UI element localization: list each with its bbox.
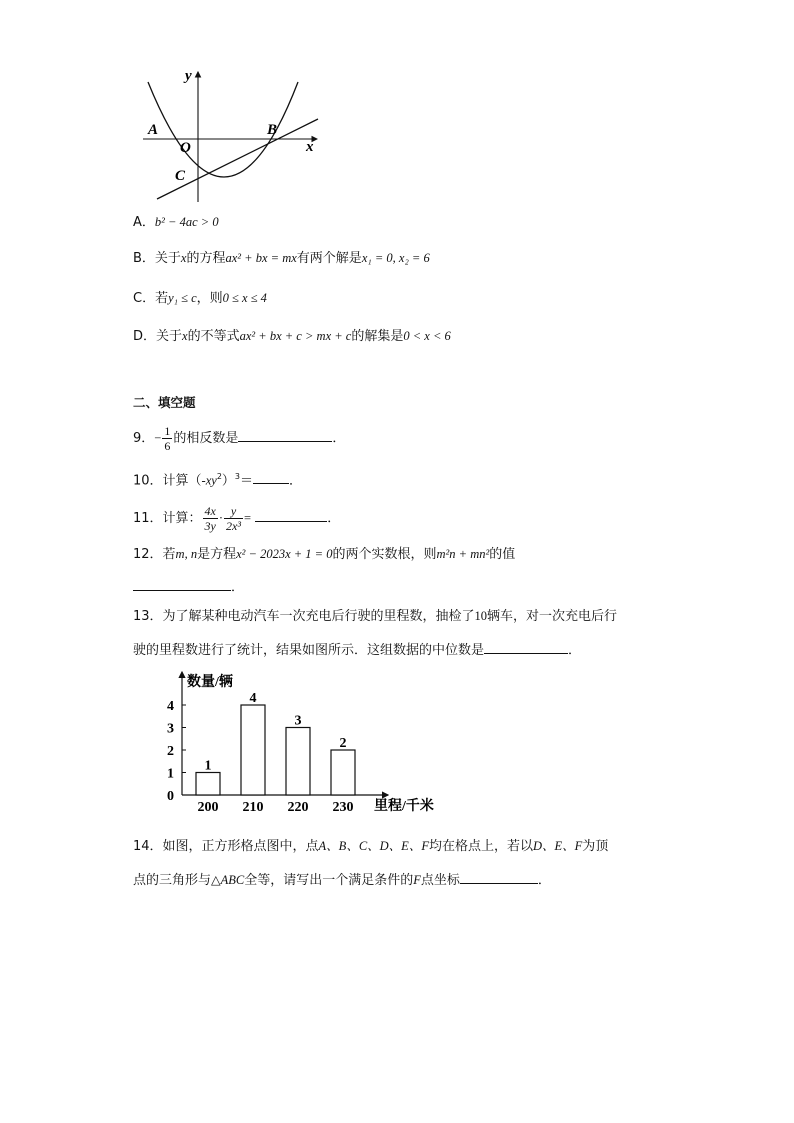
q13-text3: 驶的里程数进行了统计，结果如图所示．这组数据的中位数是 (133, 643, 485, 658)
q11-f2-num: y (224, 504, 243, 519)
choice-D-text2: 的解集是 (351, 329, 404, 344)
q10-text: ＝ (240, 473, 254, 489)
q14-text1: 14．如图，正方形格点图中，点 (133, 839, 319, 854)
choice-B (133, 248, 430, 269)
q13-answer-blank[interactable] (484, 639, 568, 654)
choice-C-result: 0 ≤ x ≤ 4 (222, 291, 267, 305)
q11-end: ． (327, 511, 341, 526)
q9-frac-den: 6 (164, 439, 171, 453)
question-13-line1 (133, 606, 617, 627)
q14-text4: 点的三角形与 (133, 873, 212, 888)
q11-f1-den: 3y (204, 519, 216, 533)
q11-f1-num: 4x (204, 504, 216, 518)
chart-data-label: 3 (294, 713, 302, 729)
q9-end: ． (332, 431, 346, 446)
chart-y-label: 数量/辆 (187, 675, 233, 690)
label-O: O (180, 140, 191, 156)
question-14-line2 (133, 869, 551, 891)
q12-text3: 的值 (489, 547, 516, 562)
q13-end: ． (568, 643, 582, 658)
chart-y-tick-label: 3 (167, 721, 174, 737)
q14-points: A、B、C、D、E、F (318, 839, 429, 853)
label-x: x (306, 139, 314, 155)
q11-number: 11．计算： (133, 511, 202, 526)
question-12 (133, 544, 515, 565)
choice-B-solution: x₁ = 0, x₂ = 6 (361, 251, 430, 265)
line-mx-c (157, 119, 318, 199)
chart-x-tick-label: 210 (242, 800, 264, 815)
choice-A-math: b² − 4ac > 0 (154, 215, 219, 229)
choice-A-label: A． (133, 215, 155, 230)
choice-D-label: D．关于 (133, 329, 183, 344)
section-title: 二、填空题 (133, 395, 196, 410)
q9-sign: − (154, 431, 162, 445)
choice-D-var: x (182, 329, 188, 343)
question-12-answer-line (133, 576, 244, 598)
label-C: C (175, 168, 186, 184)
question-11 (133, 500, 340, 536)
question-9 (133, 421, 345, 455)
choice-B-var: x (180, 251, 187, 265)
label-B: B (267, 122, 278, 138)
chart-bar (196, 773, 220, 796)
parabola-graph (135, 62, 335, 207)
q9-fraction (162, 424, 172, 453)
q9-number: 9． (133, 431, 155, 446)
q10-answer-blank[interactable] (253, 469, 289, 484)
label-A: A (148, 122, 159, 138)
q14-triangle: D、E、F (532, 839, 583, 853)
q14-end: ． (537, 873, 551, 888)
q12-expression: m²n + mn² (436, 547, 490, 561)
q14-text2: 均在格点上，若以 (428, 839, 533, 854)
choice-B-text: 的方程 (186, 251, 226, 266)
question-14-line1 (133, 836, 608, 857)
q12-vars: m, n (175, 547, 198, 561)
chart-bar (286, 728, 310, 796)
q14-text6: 点坐标 (420, 873, 460, 888)
q12-text1: 是方程 (197, 547, 237, 562)
q12-answer-blank[interactable] (133, 576, 231, 591)
chart-bar (331, 750, 355, 795)
choice-D-text: 的不等式 (187, 329, 240, 344)
chart-y-tick-label: 0 (167, 789, 174, 804)
q11-dot: · (218, 511, 224, 525)
choice-D-result: 0 < x < 6 (403, 329, 451, 343)
question-13-line2 (133, 639, 581, 661)
choice-C-text: ，则 (196, 291, 223, 306)
q12-end: ． (231, 580, 245, 595)
q13-count: 10 (474, 609, 488, 623)
q10-expr: -xy (201, 473, 217, 488)
choice-C (133, 288, 267, 309)
chart-bar (241, 705, 265, 795)
choice-C-label: C．若 (133, 291, 169, 306)
choice-B-label: B．关于 (133, 251, 181, 266)
q14-answer-blank[interactable] (460, 869, 538, 884)
q12-number: 12．若 (133, 547, 176, 562)
q9-answer-blank[interactable] (238, 427, 332, 442)
q11-f2-den: 2x³ (226, 519, 241, 533)
choice-C-condition: y₁ ≤ c (168, 291, 197, 305)
q11-fraction-2 (224, 504, 243, 533)
q14-f: F (413, 873, 421, 887)
q9-frac-num: 1 (164, 424, 171, 438)
q14-abc: △ABC (211, 873, 245, 887)
q12-equation: x² − 2023x + 1 = 0 (236, 547, 333, 561)
chart-data-label: 2 (339, 736, 347, 751)
choice-B-text2: 有两个解是 (296, 251, 362, 266)
chart-data-label: 1 (204, 758, 212, 774)
choice-D-inequality: ax² + bx + c > mx + c (239, 329, 352, 343)
chart-y-tick-label: 1 (167, 766, 174, 782)
q10-number: 10．计算（ (133, 473, 202, 489)
q14-text3: 为顶 (582, 839, 609, 854)
q11-equals: = (243, 511, 252, 525)
label-y: y (185, 68, 192, 84)
q12-text2: 的两个实数根，则 (332, 547, 437, 562)
chart-x-tick-label: 220 (287, 800, 309, 815)
q10-end: ． (289, 473, 303, 489)
choice-A (133, 212, 219, 233)
q11-fraction-1 (203, 504, 218, 533)
mileage-bar-chart (160, 668, 460, 818)
q10-exp2: 2 (216, 472, 222, 481)
chart-data-label: 4 (249, 691, 257, 706)
chart-x-label: 里程/千米 (374, 799, 434, 814)
chart-y-tick-label: 2 (167, 744, 174, 759)
chart-x-tick-label: 230 (332, 800, 354, 815)
q13-text1: 13．为了解某种电动汽车一次充电后行驶的里程数，抽检了 (133, 609, 475, 624)
q11-answer-blank[interactable] (255, 507, 327, 522)
chart-y-tick-label: 4 (167, 699, 174, 714)
choice-D (133, 326, 451, 347)
q9-text: 的相反数是 (173, 431, 239, 446)
q10-close: ） (221, 473, 235, 489)
chart-x-tick-label: 200 (197, 800, 219, 815)
q10-exp3: 3 (234, 472, 241, 481)
question-10 (133, 467, 302, 491)
q14-text5: 全等，请写出一个满足条件的 (244, 873, 414, 888)
q13-text2: 辆车，对一次充电后行 (487, 609, 618, 624)
choice-B-equation: ax² + bx = mx (225, 251, 297, 265)
